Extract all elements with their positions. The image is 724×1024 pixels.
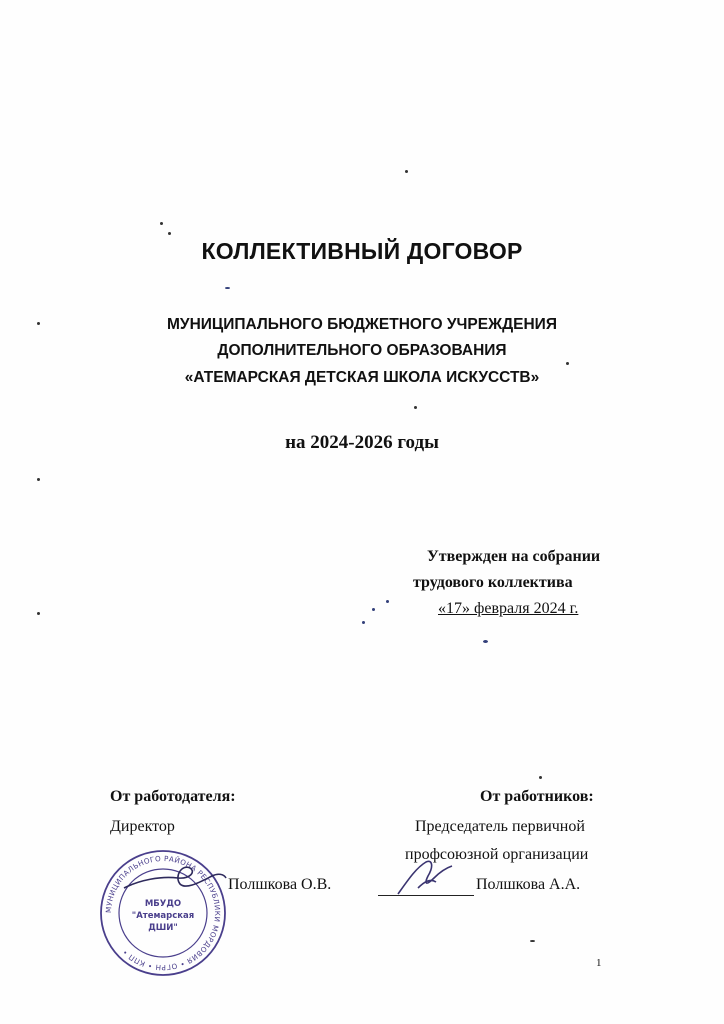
approval-line-1: Утвержден на собрании <box>427 548 601 565</box>
scan-speck <box>414 406 417 409</box>
employer-signature <box>120 862 230 898</box>
document-title: КОЛЛЕКТИВНЫЙ ДОГОВОР <box>201 238 523 264</box>
employer-position: Директор <box>110 818 175 835</box>
employer-name: Полшкова О.В. <box>228 876 332 893</box>
svg-text:"Атемарская: "Атемарская <box>131 911 195 921</box>
scan-speck <box>37 322 40 325</box>
organization-line-1: МУНИЦИПАЛЬНОГО БЮДЖЕТНОГО УЧРЕЖДЕНИЯ <box>167 316 557 333</box>
organization-line-3: «АТЕМАРСКАЯ ДЕТСКАЯ ШКОЛА ИСКУССТВ» <box>184 369 540 386</box>
employees-heading: От работников: <box>480 788 594 805</box>
scan-speck <box>539 776 542 779</box>
approval-line-2: трудового коллектива <box>413 574 573 591</box>
contract-period: на 2024-2026 годы <box>285 432 439 453</box>
organization-line-2: ДОПОЛНИТЕЛЬНОГО ОБРАЗОВАНИЯ <box>217 342 507 359</box>
employees-position-line-2: профсоюзной организации <box>405 846 589 863</box>
scan-speck <box>405 170 408 173</box>
employer-heading: От работодателя: <box>110 788 236 805</box>
employees-position-line-1: Председатель первичной <box>415 818 585 835</box>
employee-signature <box>396 858 456 900</box>
scan-speck <box>530 940 535 942</box>
scan-speck <box>37 478 40 481</box>
approval-date: «17» февраля 2024 г. <box>438 600 579 617</box>
scan-speck <box>225 287 230 289</box>
scan-speck <box>37 612 40 615</box>
scan-speck <box>566 362 569 365</box>
scan-speck <box>168 232 171 235</box>
scan-speck <box>372 608 375 611</box>
scan-speck <box>386 600 389 603</box>
scan-speck <box>483 640 488 643</box>
page-number: 1 <box>596 957 602 969</box>
scan-speck <box>160 222 163 225</box>
scan-speck <box>362 621 365 624</box>
svg-text:ДШИ": ДШИ" <box>148 923 178 933</box>
stamp-ring-text: МУНИЦИПАЛЬНОГО РАЙОНА РЕСПУБЛИКИ МОРДОВИЯ • ОГРН • КПП • <box>103 853 223 973</box>
employees-name: Полшкова А.А. <box>476 876 581 893</box>
svg-text:МБУДО: МБУДО <box>144 899 182 909</box>
